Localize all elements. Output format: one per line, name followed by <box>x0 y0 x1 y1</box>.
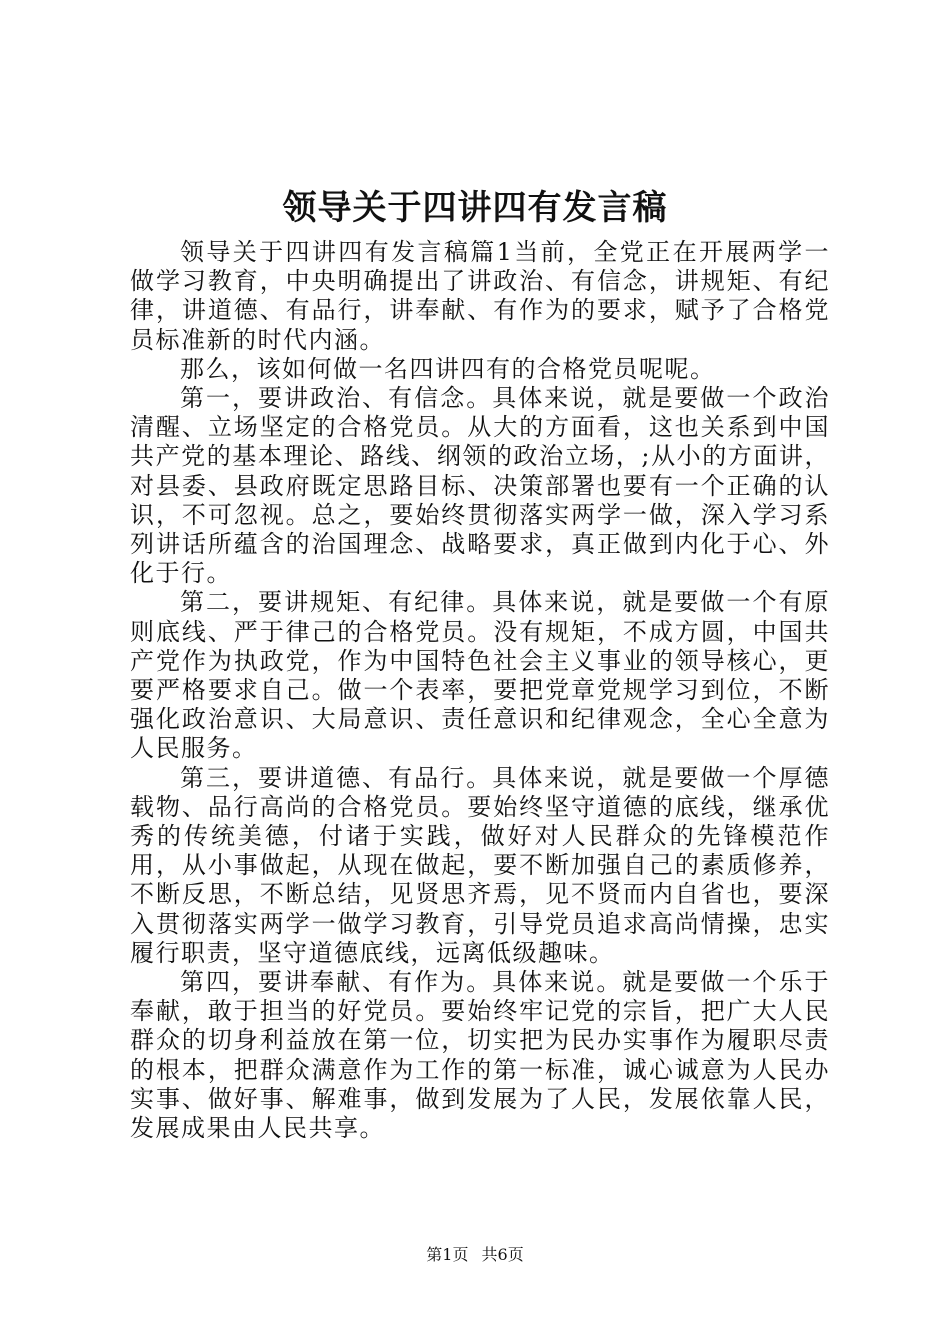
paragraph-second: 第二，要讲规矩、有纪律。具体来说，就是要做一个有原则底线、严于律己的合格党员。没有规矩，不成方圆，中国共产党作为执政党，作为中国特色社会主义事业的领导核心，更要严格要求自己。做一个表率，要把党章党规学习到位，不断强化政治意识、大局意识、责任意识和纪律观念，全心全意为人民服务。 <box>130 588 830 763</box>
paragraph-fourth: 第四，要讲奉献、有作为。具体来说。就是要做一个乐于奉献，敢于担当的好党员。要始终牢记党的宗旨，把广大人民群众的切身利益放在第一位，切实把为民办实事作为履职尽责的根本，把群众满意作为工作的第一标准，诚心诚意为人民办实事、做好事、解难事，做到发展为了人民，发展依靠人民，发展成果由人民共享。 <box>130 968 830 1143</box>
paragraph-third: 第三，要讲道德、有品行。具体来说，就是要做一个厚德载物、品行高尚的合格党员。要始终坚守道德的底线，继承优秀的传统美德，付诸于实践，做好对人民群众的先锋模范作用，从小事做起，从现在做起，要不断加强自己的素质修养，不断反思，不断总结，见贤思齐焉，见不贤而内自省也，要深入贯彻落实两学一做学习教育，引导党员追求高尚情操，忠实履行职责，坚守道德底线，远离低级趣味。 <box>130 763 830 967</box>
page-number-current: 第1页 <box>426 1245 469 1264</box>
document-body <box>130 238 830 1143</box>
paragraph-intro: 领导关于四讲四有发言稿篇1当前，全党正在开展两学一做学习教育，中央明确提出了讲政治、有信念，讲规矩、有纪律，讲道德、有品行，讲奉献、有作为的要求，赋予了合格党员标准新的时代内涵。 <box>130 238 830 354</box>
page-number-total: 共6页 <box>481 1245 524 1264</box>
page-footer <box>0 1244 950 1266</box>
paragraph-first: 第一，要讲政治、有信念。具体来说，就是要做一个政治清醒、立场坚定的合格党员。从大的方面看，这也关系到中国共产党的基本理论、路线、纲领的政治立场，;从小的方面讲，对县委、县政府既定思路目标、决策部署也要有一个正确的认识，不可忽视。总之，要始终贯彻落实两学一做，深入学习系列讲话所蕴含的治国理念、战略要求，真正做到内化于心、外化于行。 <box>130 384 830 588</box>
document-title: 领导关于四讲四有发言稿 <box>282 188 668 228</box>
paragraph-question: 那么，该如何做一名四讲四有的合格党员呢呢。 <box>180 354 716 383</box>
